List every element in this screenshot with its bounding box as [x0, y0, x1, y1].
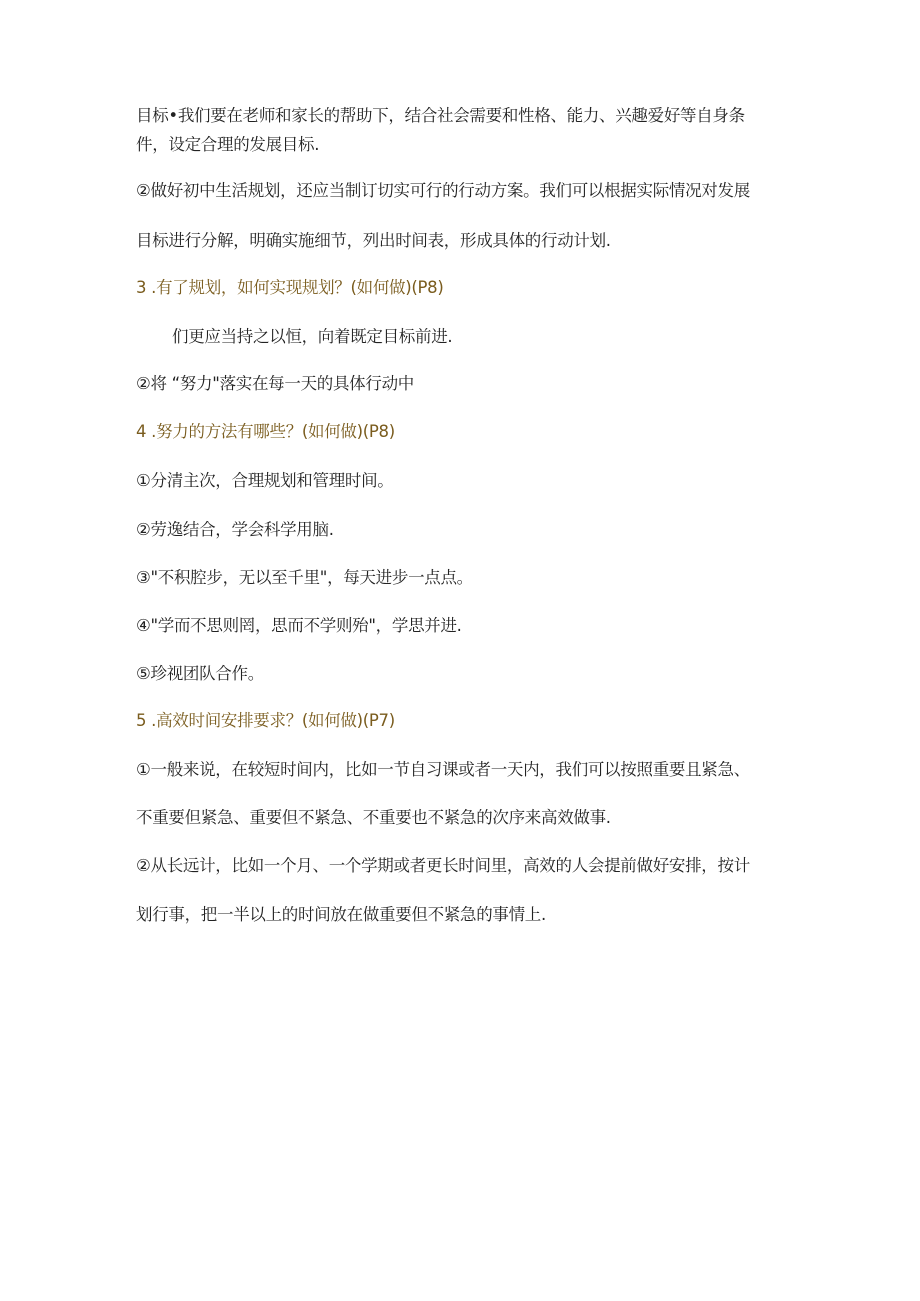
paragraph-long-term-line-2: 划行事，把一半以上的时间放在做重要但不紧急的事情上. — [136, 905, 546, 924]
paragraph-action-plan-line-1: ②做好初中生活规划，还应当制订切实可行的行动方案。我们可以根据实际情况对发展 — [136, 181, 750, 200]
section-heading-5: 5 .高效时间安排要求？(如何做)(P7) — [136, 711, 395, 730]
section-heading-3: 3 .有了规划，如何实现规划？(如何做)(P8) — [136, 278, 444, 297]
paragraph-short-term-line-2: 不重要但紧急、重要但不紧急、不重要也不紧急的次序来高效做事. — [136, 808, 611, 827]
paragraph-goal-setting-line-1: 目标•我们要在老师和家长的帮助下，结合社会需要和性格、能力、兴趣爱好等自身条 — [136, 106, 745, 125]
paragraph-persistence: 们更应当持之以恒，向着既定目标前进. — [172, 327, 453, 346]
list-item-2: ②劳逸结合，学会科学用脑. — [136, 520, 334, 539]
list-item-3: ③"不积腔步，无以至千里"，每天进步一点点。 — [136, 568, 473, 587]
paragraph-action-plan-line-2: 目标进行分解，明确实施细节，列出时间表，形成具体的行动计划. — [136, 231, 611, 250]
section-heading-4: 4 .努力的方法有哪些？(如何做)(P8) — [136, 422, 395, 441]
list-item-5: ⑤珍视团队合作。 — [136, 664, 264, 683]
paragraph-short-term-line-1: ①一般来说，在较短时间内，比如一节自习课或者一天内，我们可以按照重要且紧急、 — [136, 760, 750, 779]
paragraph-daily-action: ②将 “努力"落实在每一天的具体行动中 — [136, 374, 414, 393]
list-item-1: ①分清主次，合理规划和管理时间。 — [136, 471, 394, 490]
list-item-4: ④"学而不思则罔，思而不学则殆"，学思并进. — [136, 616, 462, 635]
paragraph-goal-setting-line-2: 件，设定合理的发展目标. — [136, 135, 320, 154]
paragraph-long-term-line-1: ②从长远计，比如一个月、一个学期或者更长时间里，高效的人会提前做好安排，按计 — [136, 856, 750, 875]
